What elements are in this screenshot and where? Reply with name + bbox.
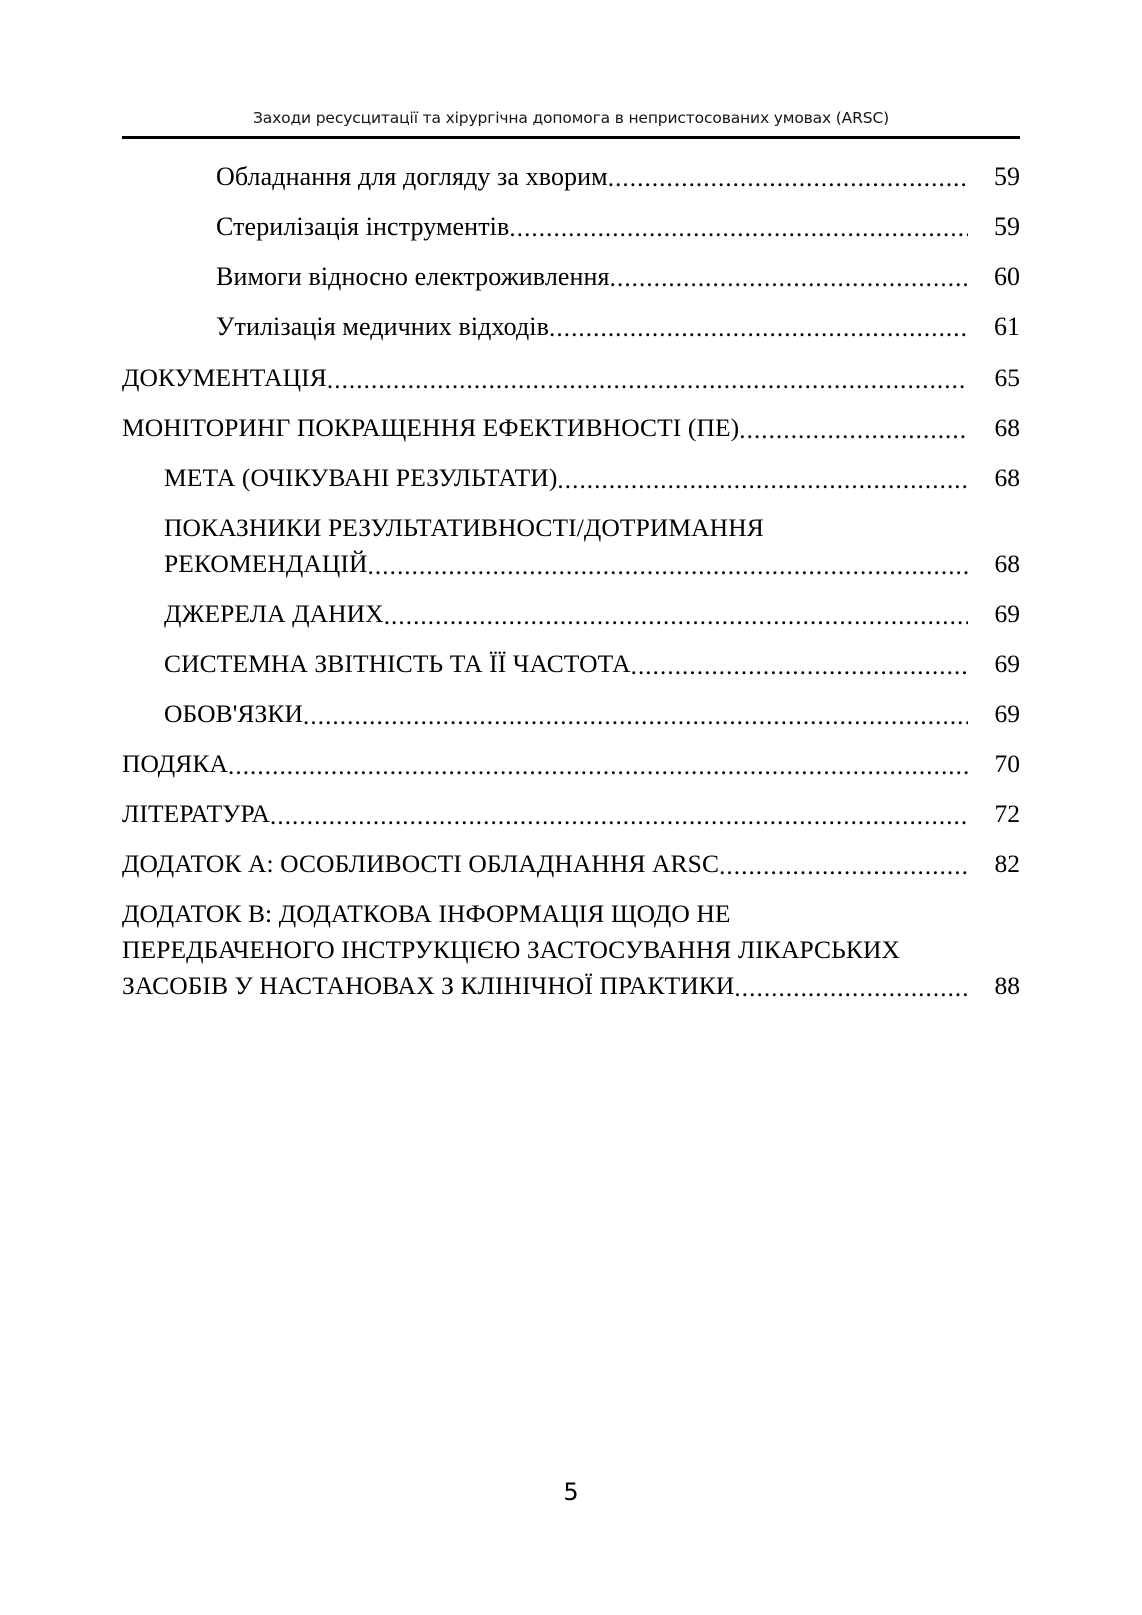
toc-entry-label: ДОДАТОК А: ОСОБЛИВОСТІ ОБЛАДНАННЯ ARSC: [122, 849, 720, 878]
toc-entry[interactable]: [122, 746, 1020, 782]
toc-page-number: 60: [994, 262, 1020, 291]
toc-page-number: 72: [994, 799, 1020, 828]
toc-page-number: 59: [994, 162, 1020, 191]
header-rule: [122, 136, 1020, 139]
page-footer: [0, 1478, 1142, 1506]
toc-entry-label: ДЖЕРЕЛА ДАНИХ: [164, 599, 384, 628]
toc-entry-label: РЕКОМЕНДАЦІЙ: [164, 549, 368, 578]
toc-entry[interactable]: [122, 210, 1020, 244]
table-of-contents: [122, 160, 1020, 1018]
toc-entry-multiline[interactable]: [122, 510, 1020, 582]
toc-page-number: 70: [994, 749, 1020, 778]
toc-page-number: 82: [994, 849, 1020, 878]
toc-page-number: 68: [994, 549, 1020, 578]
running-header: [122, 108, 1020, 128]
toc-entry[interactable]: [122, 796, 1020, 832]
toc-entry-label: Утилізація медичних відходів: [216, 312, 550, 341]
toc-entry-label: МОНІТОРИНГ ПОКРАЩЕННЯ ЕФЕКТИВНОСТІ (ПЕ): [122, 413, 740, 442]
toc-page-number: 69: [994, 699, 1020, 728]
toc-entry-label: Вимоги відносно електроживлення: [216, 262, 610, 291]
toc-leader-dots: [509, 216, 968, 241]
toc-leader-dots: [384, 604, 968, 629]
toc-leader-dots: [557, 468, 968, 493]
toc-leader-dots: [549, 316, 968, 341]
toc-entry-label: ОБОВ'ЯЗКИ: [164, 699, 304, 728]
toc-leader-dots: [608, 166, 968, 191]
toc-leader-dots: [719, 854, 968, 879]
toc-entry[interactable]: [122, 260, 1020, 294]
toc-entry-label: Стерилізація інструментів: [216, 212, 510, 241]
toc-leader-dots: [631, 654, 968, 679]
toc-entry[interactable]: [122, 410, 1020, 446]
toc-leader-dots: [610, 266, 968, 291]
toc-entry-label: ЗАСОБІВ У НАСТАНОВАХ З КЛІНІЧНОЇ ПРАКТИКИ: [122, 971, 735, 1000]
toc-entry-label-line: ПЕРЕДБАЧЕНОГО ІНСТРУКЦІЄЮ ЗАСТОСУВАННЯ ЛІКАРСЬКИХ: [122, 935, 901, 964]
toc-page-number: 68: [994, 413, 1020, 442]
toc-entry[interactable]: [122, 160, 1020, 194]
toc-leader-dots: [368, 554, 968, 579]
toc-entry-label-line: ПОКАЗНИКИ РЕЗУЛЬТАТИВНОСТІ/ДОТРИМАННЯ: [164, 513, 764, 542]
toc-page-number: 68: [994, 463, 1020, 492]
toc-entry[interactable]: [122, 846, 1020, 882]
toc-entry-label: ПОДЯКА: [122, 749, 228, 778]
toc-entry[interactable]: [122, 360, 1020, 396]
toc-entry[interactable]: [122, 646, 1020, 682]
toc-page-number: 61: [994, 312, 1020, 341]
toc-leader-dots: [270, 804, 968, 829]
toc-entry[interactable]: [122, 696, 1020, 732]
toc-page-number: 69: [994, 649, 1020, 678]
toc-page-number: 69: [994, 599, 1020, 628]
toc-leader-dots: [303, 704, 968, 729]
toc-entry-label: ДОКУМЕНТАЦІЯ: [122, 363, 327, 392]
toc-entry-multiline[interactable]: [122, 896, 1020, 1004]
toc-entry[interactable]: [164, 546, 1020, 582]
toc-entry[interactable]: [122, 596, 1020, 632]
toc-entry-label: МЕТА (ОЧІКУВАНІ РЕЗУЛЬТАТИ): [164, 463, 558, 492]
toc-entry-label: СИСТЕМНА ЗВІТНІСТЬ ТА ЇЇ ЧАСТОТА: [164, 649, 631, 678]
toc-leader-dots: [228, 754, 968, 779]
toc-entry[interactable]: [122, 968, 1020, 1004]
toc-leader-dots: [739, 418, 968, 443]
toc-entry-label-line: ДОДАТОК В: ДОДАТКОВА ІНФОРМАЦІЯ ЩОДО НЕ: [122, 899, 731, 928]
toc-entry[interactable]: [122, 310, 1020, 344]
toc-page-number: 59: [994, 212, 1020, 241]
toc-page-number: 88: [994, 971, 1020, 1000]
toc-page-number: 65: [994, 363, 1020, 392]
toc-leader-dots: [327, 368, 968, 393]
toc-entry-label: Обладнання для догляду за хворим: [216, 162, 608, 191]
toc-entry[interactable]: [122, 460, 1020, 496]
toc-entry-label: ЛІТЕРАТУРА: [122, 799, 270, 828]
running-header-text: Заходи ресусцитації та хірургічна допомога в непристосованих умовах (ARSC): [252, 109, 890, 127]
toc-leader-dots: [734, 976, 968, 1001]
footer-page-number: 5: [563, 1478, 579, 1506]
